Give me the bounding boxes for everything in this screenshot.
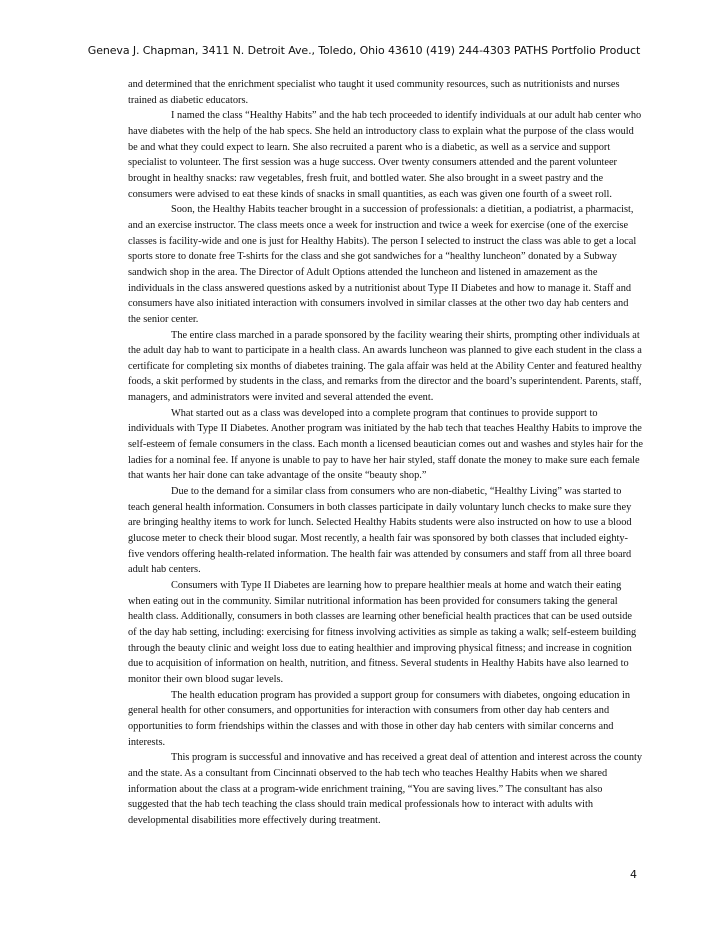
- paragraph-healthier-meals: Consumers with Type II Diabetes are learning how to prepare healthier meals at home and watch their eating when eating out in the community. Similar nutritional information has been provided for consumers taking the general health class. Additionally, consumers in both classes are learning other beneficial health practices that can be used outside of the day hab setting, including: exercising for fitness involving activities as simple as taking a walk; self-esteem building through the beauty clinic and weight loss due to eating healthier and improving physical fitness; and increase in cognition due to acquisition of information on health, nutrition, and fitness. Several students in Healthy Habits have also learned to monitor their own blood sugar levels.: [128, 580, 637, 685]
- page-header: Geneva J. Chapman, 3411 N. Detroit Ave., Toledo, Ohio 43610 (419) 244-4303 PATHS Portfolio Product: [87, 44, 641, 57]
- page-number: 4: [630, 868, 637, 881]
- body-text: [128, 77, 643, 829]
- paragraph-support-group: The health education program has provided a support group for consumers with diabetes, ongoing education in general health for other consumers, and opportunities for interaction with consumers from other day hab centers and opportunities to form friendships within the classes and with those in other day hab centers with similar concerns and interests.: [128, 689, 631, 748]
- paragraph-continuation: and determined that the enrichment specialist who taught it used community resources, such as nutritionists and nurses trained as diabetic educators.: [128, 79, 620, 106]
- paragraph-parade: The entire class marched in a parade sponsored by the facility wearing their shirts, prompting other individuals at the adult day hab to want to participate in a health class. An awards luncheon was planned to give each student in the class a certificate for completing six months of diabetes training. The gala affair was held at the Ability Center and featured healthy foods, a skit performed by students in the class, and remarks from the director and the board’s superintendent. Parents, staff, managers, and administrators were invited and several attended the event.: [128, 329, 642, 404]
- paragraph-healthy-habits-intro: I named the class “Healthy Habits” and the hab tech proceeded to identify individuals at our adult hab center who have diabetes with the help of the hab specs. She held an introductory class to explain what the purpose of the class would be and what they could expect to learn. She also recruited a parent who is a diabetic, as well as a service and support specialist to volunteer. The first session was a huge success. Over twenty consumers attended and the parent volunteer brought in healthy snacks: raw vegetables, fresh fruit, and bottled water. She also brought in a sweet pastry and the consumers were advised to eat these kinds of snacks in small quantities, as each was given one fourth of a sweet roll.: [128, 110, 642, 200]
- paragraph-professionals: Soon, the Healthy Habits teacher brought in a succession of professionals: a dietitian, a podiatrist, a pharmacist, and an exercise instructor. The class meets once a week for instruction and twice a week for exercise (one of the exercise classes is facility-wide and one is just for Healthy Habits). The person I selected to instruct the class was able to get a local sports store to donate free T-shirts for the class and she got sandwiches for a “healthy luncheon” donated by a Subway sandwich shop in the area. The Director of Adult Options attended the luncheon and listened in amazement as the individuals in the class answered questions asked by a nutritionist about Type II Diabetes and how to manage it. Staff and consumers have also initiated interaction with consumers involved in similar classes at the other two day hab centers and the senior center.: [128, 204, 637, 325]
- paragraph-program-development: What started out as a class was developed into a complete program that continues to provide support to individuals with Type II Diabetes. Another program was initiated by the hab tech that teaches Healthy Habits to improve the self-esteem of female consumers in the class. Each month a licensed beautician comes out and washes and styles hair for the ladies for a nominal fee. If anyone is unable to pay to have her hair styled, staff donate the money to make sure each female that wants her hair done can take advantage of the onsite “beauty shop.”: [128, 407, 644, 482]
- paragraph-success: This program is successful and innovative and has received a great deal of attention and interest across the county and the state. As a consultant from Cincinnati observed to the hab tech who teaches Healthy Habits when we shared information about the class at a program-wide enrichment training, “You are saving lives.” The consultant has also suggested that the hab tech teaching the class should train medical professionals how to interact with adults with developmental disabilities more effectively during treatment.: [128, 752, 643, 826]
- paragraph-healthy-living: Due to the demand for a similar class from consumers who are non-diabetic, “Healthy Living” was started to teach general health information. Consumers in both classes participate in daily voluntary lunch checks to make sure they are bringing healthy items to work for lunch. Selected Healthy Habits students were also instructed on how to use a blood glucose meter to check their blood sugar. Most recently, a health fair was sponsored by both classes that included eighty-five vendors offering health-related information. The health fair was attended by consumers and staff from all three board adult hab centers.: [128, 486, 632, 576]
